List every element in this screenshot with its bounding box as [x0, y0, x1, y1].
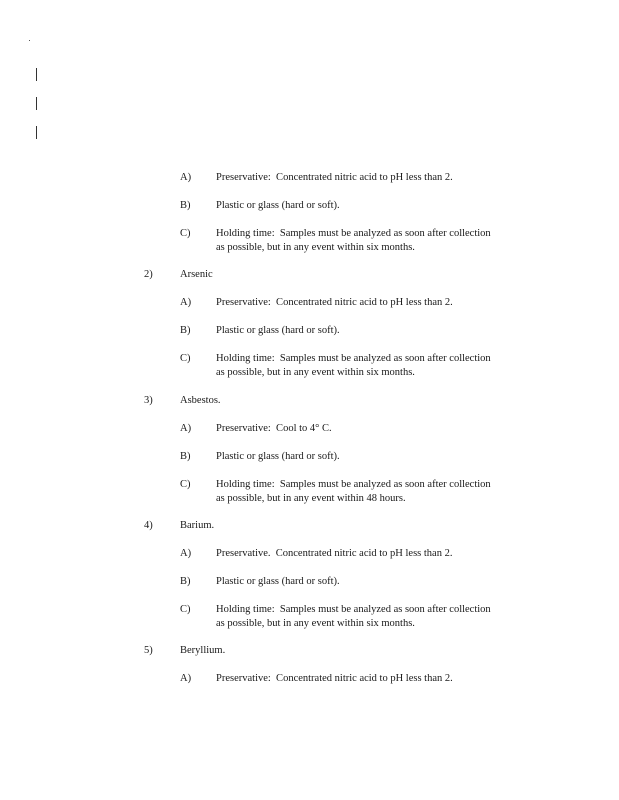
section-number: 4) — [144, 520, 153, 531]
item-letter: C) — [180, 604, 191, 615]
item-text: Plastic or glass (hard or soft). — [216, 451, 340, 462]
change-bar — [36, 68, 37, 81]
section-title: Asbestos. — [180, 395, 221, 406]
section-number: 2) — [144, 269, 153, 280]
item-text: Plastic or glass (hard or soft). — [216, 325, 340, 336]
item-text: Plastic or glass (hard or soft). — [216, 576, 340, 587]
section-title: Arsenic — [180, 269, 213, 280]
margin-dot — [29, 40, 30, 41]
change-bar — [36, 97, 37, 110]
item-letter: B) — [180, 576, 191, 587]
item-letter: C) — [180, 228, 191, 239]
item-letter: A) — [180, 172, 192, 183]
section-number: 5) — [144, 645, 153, 656]
item-text: Preservative: Concentrated nitric acid to pH less than 2. — [216, 673, 453, 684]
section-title: Beryllium. — [180, 645, 226, 656]
item-letter: A) — [180, 548, 192, 559]
item-letter: B) — [180, 451, 191, 462]
change-bar — [36, 126, 37, 139]
item-text: Preservative: Cool to 4° C. — [216, 423, 332, 434]
item-text: Holding time: Samples must be analyzed as soon after collection as possible, but in any event within six months. — [216, 604, 491, 629]
item-letter: B) — [180, 200, 191, 211]
item-letter: A) — [180, 673, 192, 684]
section-number: 3) — [144, 395, 153, 406]
item-letter: C) — [180, 479, 191, 490]
item-letter: C) — [180, 353, 191, 364]
item-text: Holding time: Samples must be analyzed as soon after collection as possible, but in any event within 48 hours. — [216, 479, 491, 504]
item-letter: A) — [180, 423, 192, 434]
item-text: Holding time: Samples must be analyzed as soon after collection as possible, but in any event within six months. — [216, 353, 491, 378]
item-text: Holding time: Samples must be analyzed as soon after collection as possible, but in any event within six months. — [216, 228, 491, 253]
section-title: Barium. — [180, 520, 215, 531]
item-text: Preservative: Concentrated nitric acid to pH less than 2. — [216, 172, 453, 183]
item-letter: B) — [180, 325, 191, 336]
item-text: Preservative. Concentrated nitric acid to pH less than 2. — [216, 548, 453, 559]
item-letter: A) — [180, 297, 192, 308]
item-text: Preservative: Concentrated nitric acid to pH less than 2. — [216, 297, 453, 308]
item-text: Plastic or glass (hard or soft). — [216, 200, 340, 211]
